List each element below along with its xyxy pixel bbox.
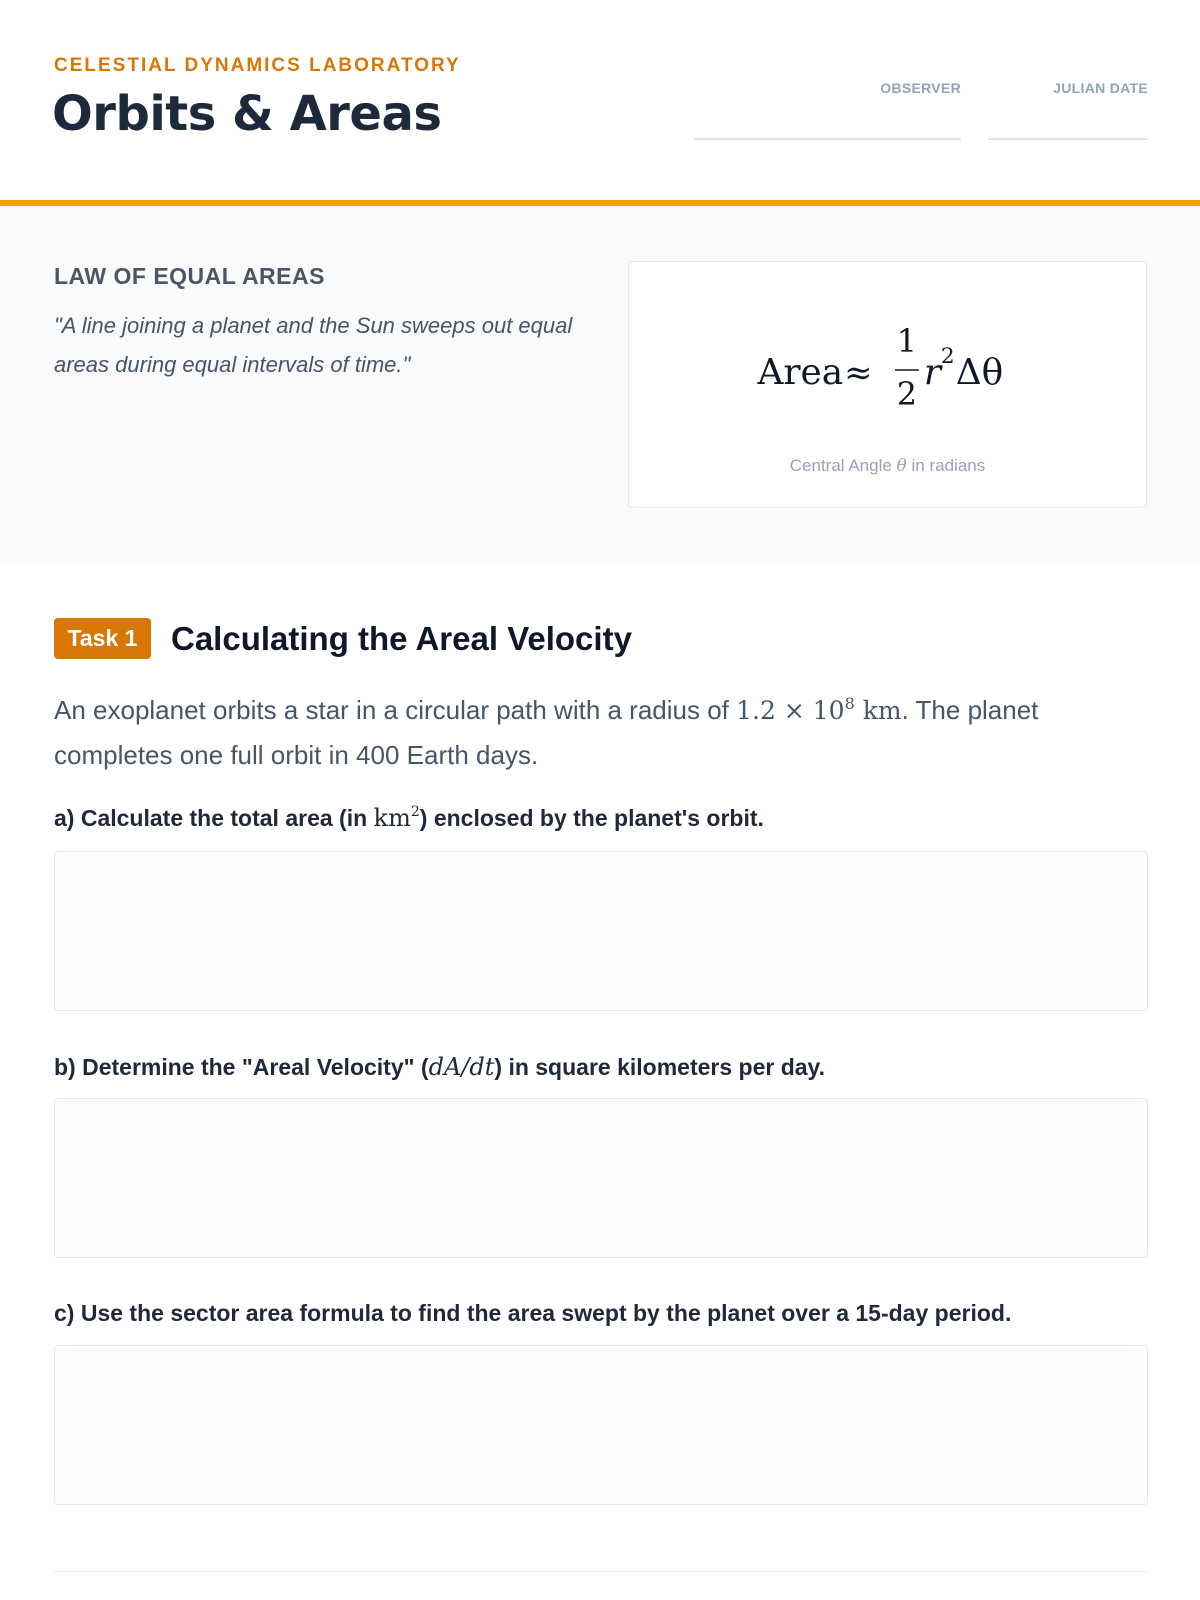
caption-suffix: in radians bbox=[906, 456, 986, 475]
formula-card bbox=[628, 261, 1147, 508]
law-quote: "A line joining a planet and the Sun sweeps out equal areas during equal intervals of time." bbox=[54, 313, 573, 377]
radius-unit: km bbox=[854, 696, 902, 725]
task-title: Calculating the Areal Velocity bbox=[171, 620, 632, 657]
formula-caption bbox=[629, 456, 1146, 476]
question-a-end: ) enclosed by the planet's orbit. bbox=[419, 805, 764, 831]
formula-lhs: Area bbox=[757, 351, 844, 393]
law-section bbox=[0, 206, 1200, 561]
observer-field[interactable] bbox=[694, 80, 961, 140]
formula-exponent: 2 bbox=[940, 344, 955, 370]
task-prompt bbox=[54, 688, 1154, 777]
radius-exponent: 8 bbox=[844, 694, 855, 713]
julian-date-label: JULIAN DATE bbox=[1053, 80, 1148, 96]
task-badge: Task 1 bbox=[54, 618, 151, 659]
caption-prefix: Central Angle bbox=[789, 456, 897, 475]
radius-mantissa: 1.2 × 10 bbox=[736, 696, 845, 725]
formula-r: r bbox=[923, 351, 942, 393]
page-title: Orbits & Areas bbox=[52, 86, 442, 142]
question-b-end: ) in square kilometers per day. bbox=[494, 1054, 826, 1080]
question-a-start: a) Calculate the total area (in bbox=[54, 805, 374, 831]
formula-denominator: 2 bbox=[896, 374, 918, 413]
question-b-start: b) Determine the "Areal Velocity" ( bbox=[54, 1054, 429, 1080]
question-a-unit-exponent: 2 bbox=[410, 804, 420, 820]
question-a bbox=[54, 804, 764, 832]
radius-value bbox=[736, 696, 901, 725]
question-a-unit bbox=[374, 804, 420, 832]
answer-box-b[interactable] bbox=[54, 1098, 1148, 1258]
lab-name: CELESTIAL DYNAMICS LABORATORY bbox=[54, 55, 461, 76]
footer-divider bbox=[54, 1571, 1148, 1572]
sector-area-formula bbox=[629, 317, 1146, 417]
question-b bbox=[54, 1053, 825, 1081]
question-b-math: dA/dt bbox=[428, 1053, 495, 1081]
question-a-unit-base: km bbox=[373, 804, 411, 832]
prompt-text-start: An exoplanet orbits a star in a circular path with a radius of bbox=[54, 695, 737, 725]
observer-label: OBSERVER bbox=[880, 80, 961, 96]
question-c: c) Use the sector area formula to find the area swept by the planet over a 15-day period. bbox=[54, 1300, 1012, 1326]
law-heading: LAW OF EQUAL AREAS bbox=[54, 263, 325, 289]
prompt-text-end: . The planet completes one full orbit in 400 Earth days. bbox=[54, 695, 1039, 770]
julian-date-field[interactable] bbox=[988, 80, 1148, 140]
formula-approx: ≈ bbox=[844, 352, 873, 392]
formula-numerator: 1 bbox=[896, 322, 918, 361]
formula-delta-theta: Δθ bbox=[955, 351, 1004, 393]
answer-box-a[interactable] bbox=[54, 851, 1148, 1011]
worksheet-header bbox=[0, 0, 1200, 200]
answer-box-c[interactable] bbox=[54, 1345, 1148, 1505]
caption-theta: θ bbox=[896, 456, 907, 476]
